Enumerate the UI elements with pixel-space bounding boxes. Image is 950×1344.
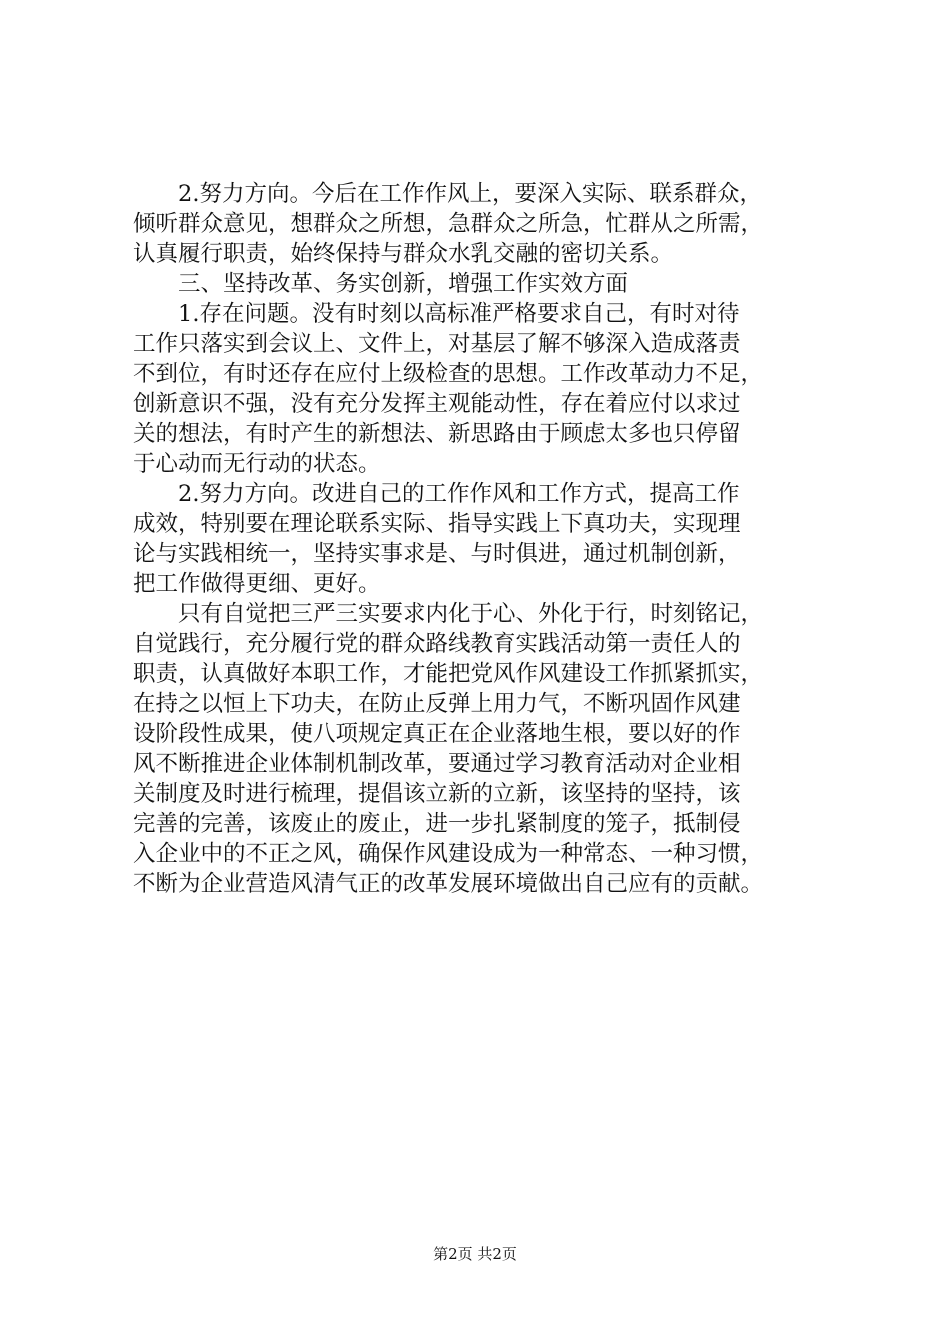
text-line: 论与实践相统一，坚持实事求是、与时俱进，通过机制创新，	[133, 541, 741, 567]
page-footer: 第2页 共2页	[433, 1245, 517, 1263]
text-line: 成效，特别要在理论联系实际、指导实践上下真功夫，实现理	[133, 511, 741, 537]
text-line: 关制度及时进行梳理，提倡该立新的立新，该坚持的坚持，该	[133, 781, 741, 807]
text-line: 完善的完善，该废止的废止，进一步扎紧制度的笼子，抵制侵	[133, 811, 741, 837]
text-line: 设阶段性成果，使八项规定真正在企业落地生根，要以好的作	[133, 721, 741, 747]
section-heading: 三、坚持改革、务实创新，增强工作实效方面	[133, 271, 629, 297]
text-line: 2.努力方向。改进自己的工作作风和工作方式，提高工作	[133, 481, 740, 507]
text-line: 关的想法，有时产生的新想法、新思路由于顾虑太多也只停留	[133, 421, 741, 447]
text-line: 职责，认真做好本职工作，才能把党风作风建设工作抓紧抓实，	[133, 661, 764, 687]
text-line: 风不断推进企业体制机制改革，要通过学习教育活动对企业相	[133, 751, 741, 777]
text-line: 入企业中的不正之风，确保作风建设成为一种常态、一种习惯，	[133, 841, 764, 867]
text-line: 把工作做得更细、更好。	[133, 571, 381, 597]
text-line: 创新意识不强，没有充分发挥主观能动性，存在着应付以求过	[133, 391, 741, 417]
text-line: 工作只落实到会议上、文件上，对基层了解不够深入造成落责	[133, 331, 741, 357]
text-line: 2.努力方向。今后在工作作风上，要深入实际、联系群众，	[133, 181, 762, 207]
text-line: 不到位，有时还存在应付上级检查的思想。工作改革动力不足，	[133, 361, 764, 387]
text-line: 于心动而无行动的状态。	[133, 451, 381, 477]
text-line: 只有自觉把三严三实要求内化于心、外化于行，时刻铭记，	[133, 601, 764, 627]
text-line: 自觉践行，充分履行党的群众路线教育实践活动第一责任人的	[133, 631, 741, 657]
text-line: 认真履行职责，始终保持与群众水乳交融的密切关系。	[133, 241, 674, 267]
text-line: 在持之以恒上下功夫，在防止反弹上用力气，不断巩固作风建	[133, 691, 741, 717]
text-line: 1.存在问题。没有时刻以高标准严格要求自己，有时对待	[133, 301, 740, 327]
text-line: 倾听群众意见，想群众之所想，急群众之所急，忙群从之所需，	[133, 211, 764, 237]
text-line: 不断为企业营造风清气正的改革发展环境做出自己应有的贡献。	[133, 871, 764, 897]
